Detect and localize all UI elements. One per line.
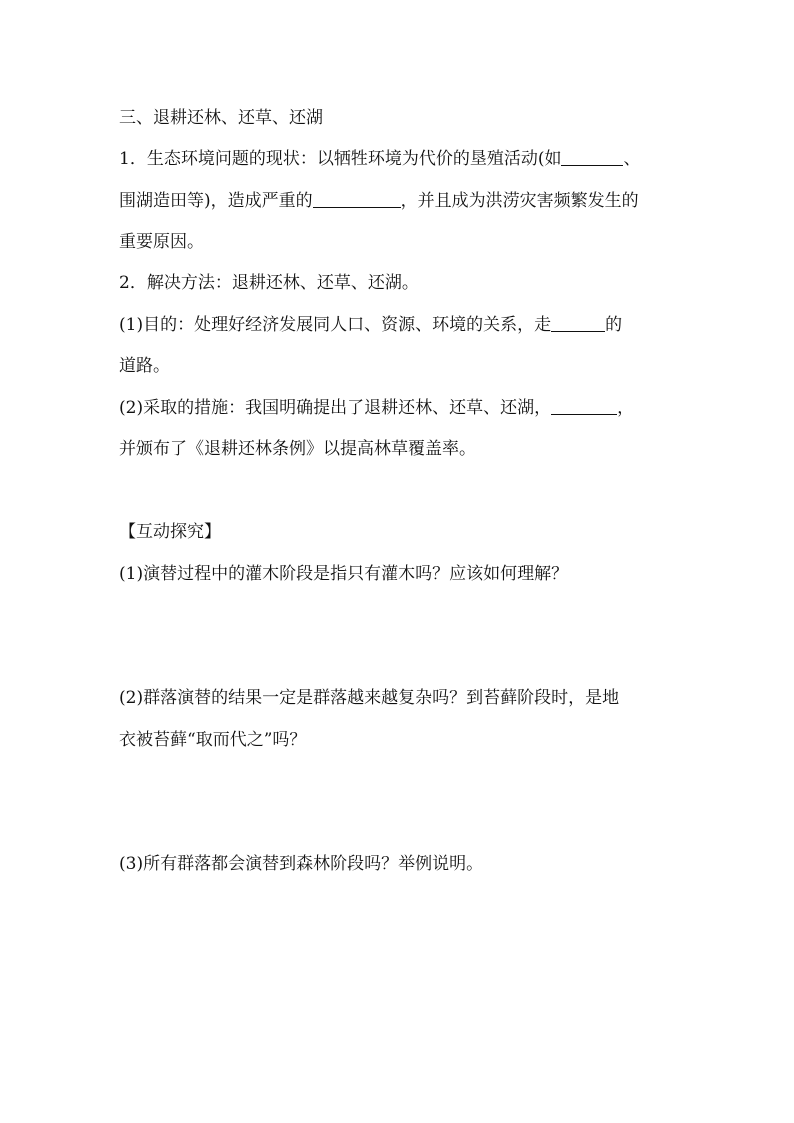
fill-blank-4 xyxy=(551,398,617,415)
explore-question-3: (3)所有群落都会演替到森林阶段吗？举例说明。 xyxy=(119,854,484,874)
explore-question-1: (1)演替过程中的灌木阶段是指只有灌木吗？应该如何理解？ xyxy=(119,564,569,584)
item1-line3: 重要原因。 xyxy=(119,232,204,252)
item1-line1-text: 1．生态环境问题的现状：以牺牲环境为代价的垦殖活动(如 xyxy=(119,149,562,169)
item1-line2-tail: ，并且成为洪涝灾害频繁发生的 xyxy=(400,191,639,211)
purpose-line2: 道路。 xyxy=(119,356,170,376)
item1-line2 xyxy=(119,190,639,212)
section-title: 三、退耕还林、还草、还湖 xyxy=(119,108,323,128)
measures-line1-tail: ， xyxy=(617,398,635,418)
fill-blank-2 xyxy=(313,191,401,208)
item1-line1-punct: 、 xyxy=(623,149,641,169)
fill-blank-1 xyxy=(561,149,623,166)
item1-line2-text: 围湖造田等)，造成严重的 xyxy=(119,191,313,211)
measures-line1 xyxy=(119,397,634,419)
item2-line1: 2．解决方法：退耕还林、还草、还湖。 xyxy=(119,273,419,293)
explore-question-2-line2: 衣被苔藓“取而代之”吗？ xyxy=(119,730,307,750)
fill-blank-3 xyxy=(551,315,605,332)
purpose-line1-text: (1)目的：处理好经济发展同人口、资源、环境的关系，走 xyxy=(119,315,552,335)
item1-line1 xyxy=(119,148,640,170)
measures-line2: 并颁布了《退耕还林条例》以提高林草覆盖率。 xyxy=(119,439,476,459)
purpose-line1 xyxy=(119,314,622,336)
purpose-line1-tail: 的 xyxy=(605,315,623,335)
explore-title: 【互动探究】 xyxy=(119,522,221,542)
explore-question-2-line1: (2)群落演替的结果一定是群落越来越复杂吗？到苔藓阶段时，是地 xyxy=(119,688,620,708)
measures-line1-text: (2)采取的措施：我国明确提出了退耕还林、还草、还湖， xyxy=(119,398,552,418)
